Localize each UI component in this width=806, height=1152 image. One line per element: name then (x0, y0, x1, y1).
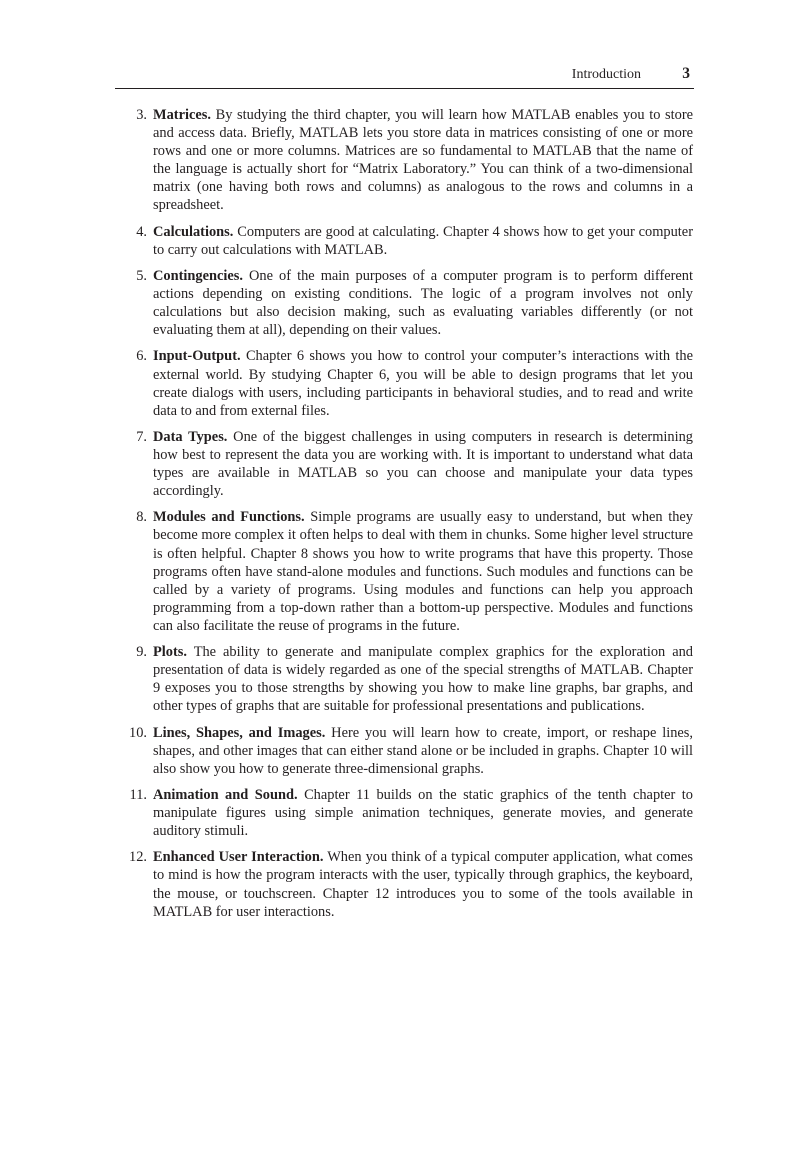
item-number: 6. (136, 348, 147, 365)
list-item (118, 848, 693, 920)
item-number: 9. (136, 644, 147, 661)
item-term: Matrices. (153, 107, 211, 123)
item-number: 4. (136, 223, 147, 240)
list-item (118, 724, 693, 778)
list-item (118, 428, 693, 500)
item-number: 11. (129, 786, 147, 803)
list-item (118, 106, 693, 215)
item-text: One of the main purposes of a computer program is to perform different actions depending on existing conditions. The logic of a program involves not only calculations but also decision making, such as evaluating variables differently (or not evaluating them at all), depending on their values. (153, 267, 693, 339)
item-text: Computers are good at calculating. Chapter 4 shows how to get your computer to carry out calculations with MATLAB. (153, 223, 693, 258)
item-term: Calculations. (153, 223, 234, 240)
item-term: Contingencies. (153, 267, 243, 284)
running-head (115, 64, 694, 89)
list-item (118, 786, 693, 840)
item-number: 3. (136, 107, 147, 123)
numbered-list (118, 106, 693, 929)
running-title: Introduction (571, 67, 641, 82)
item-term: Input-Output. (153, 348, 241, 365)
item-number: 5. (136, 267, 147, 284)
item-number: 7. (136, 428, 147, 445)
item-text: Chapter 6 shows you how to control your computer’s interactions with the external world. By studying Chapter 6, you will be able to design programs that let you create dialogs with users, including participants in behavioral studies, and to read and write data to and from external files. (153, 348, 693, 419)
list-item (118, 347, 693, 419)
item-text: When you think of a typical computer application, what comes to mind is how the program interacts with the user, typically through graphics, the keyboard, the mouse, or touchscreen. Chapter 12 introduces you to some of the tools available in MATLAB for user interactions. (153, 849, 694, 920)
item-text: Simple programs are usually easy to understand, but when they become more complex it often helps to deal with them in chunks. Some higher level structure is often helpful. Chapter 8 shows you how to write programs that have this property. Those programs often have stand-alone modules and functions. Such modules and functions can be called by a variety of programs. Using modules and functions can help you approach programming from a top-down rather than a bottom-up perspective. Modules and functions can also facilitate the reuse of programs in the future. (153, 509, 694, 634)
item-term: Enhanced User Interaction. (153, 849, 324, 866)
item-text: One of the biggest challenges in using computers in research is determining how best to represent the data you are working with. It is important to understand what data types are available in MATLAB so you can choose and manipulate your data types accordingly. (153, 428, 693, 500)
list-item (118, 643, 693, 715)
item-number: 8. (136, 509, 147, 526)
item-term: Data Types. (153, 428, 228, 445)
item-term: Animation and Sound. (153, 786, 298, 803)
list-item (118, 267, 693, 339)
item-text: Here you will learn how to create, import, or reshape lines, shapes, and other images that can either stand alone or be included in graphs. Chapter 10 will also show you how to generate three-dimensional graphs. (153, 724, 693, 777)
item-text: By studying the third chapter, you will learn how MATLAB enables you to store and access data. Briefly, MATLAB lets you store data in matrices consisting of one or more rows and one or more columns. Matrices are so fundamental to MATLAB that the name of the language is actually short for “Matrix Laboratory.” You can think of a two-dimensional matrix (one having both rows and columns) as analogous to the rows and columns in a spreadsheet. (153, 107, 694, 214)
page-number: 3 (682, 65, 690, 82)
item-term: Plots. (153, 644, 187, 661)
item-text: Chapter 11 builds on the static graphics of the tenth chapter to manipulate figures using simple animation techniques, generate movies, and generate auditory stimuli. (153, 786, 693, 840)
list-item (118, 223, 693, 259)
list-item (118, 508, 693, 635)
item-term: Lines, Shapes, and Images. (153, 724, 326, 741)
item-number: 12. (129, 849, 147, 866)
item-number: 10. (129, 724, 147, 741)
item-text: The ability to generate and manipulate complex graphics for the exploration and presentation of data is widely regarded as one of the special strengths of MATLAB. Chapter 9 exposes you to those strengths by showing you how to make line graphs, bar graphs, and other types of graphs that are suitable for professional presentations and publications. (153, 644, 693, 715)
item-term: Modules and Functions. (153, 509, 305, 526)
